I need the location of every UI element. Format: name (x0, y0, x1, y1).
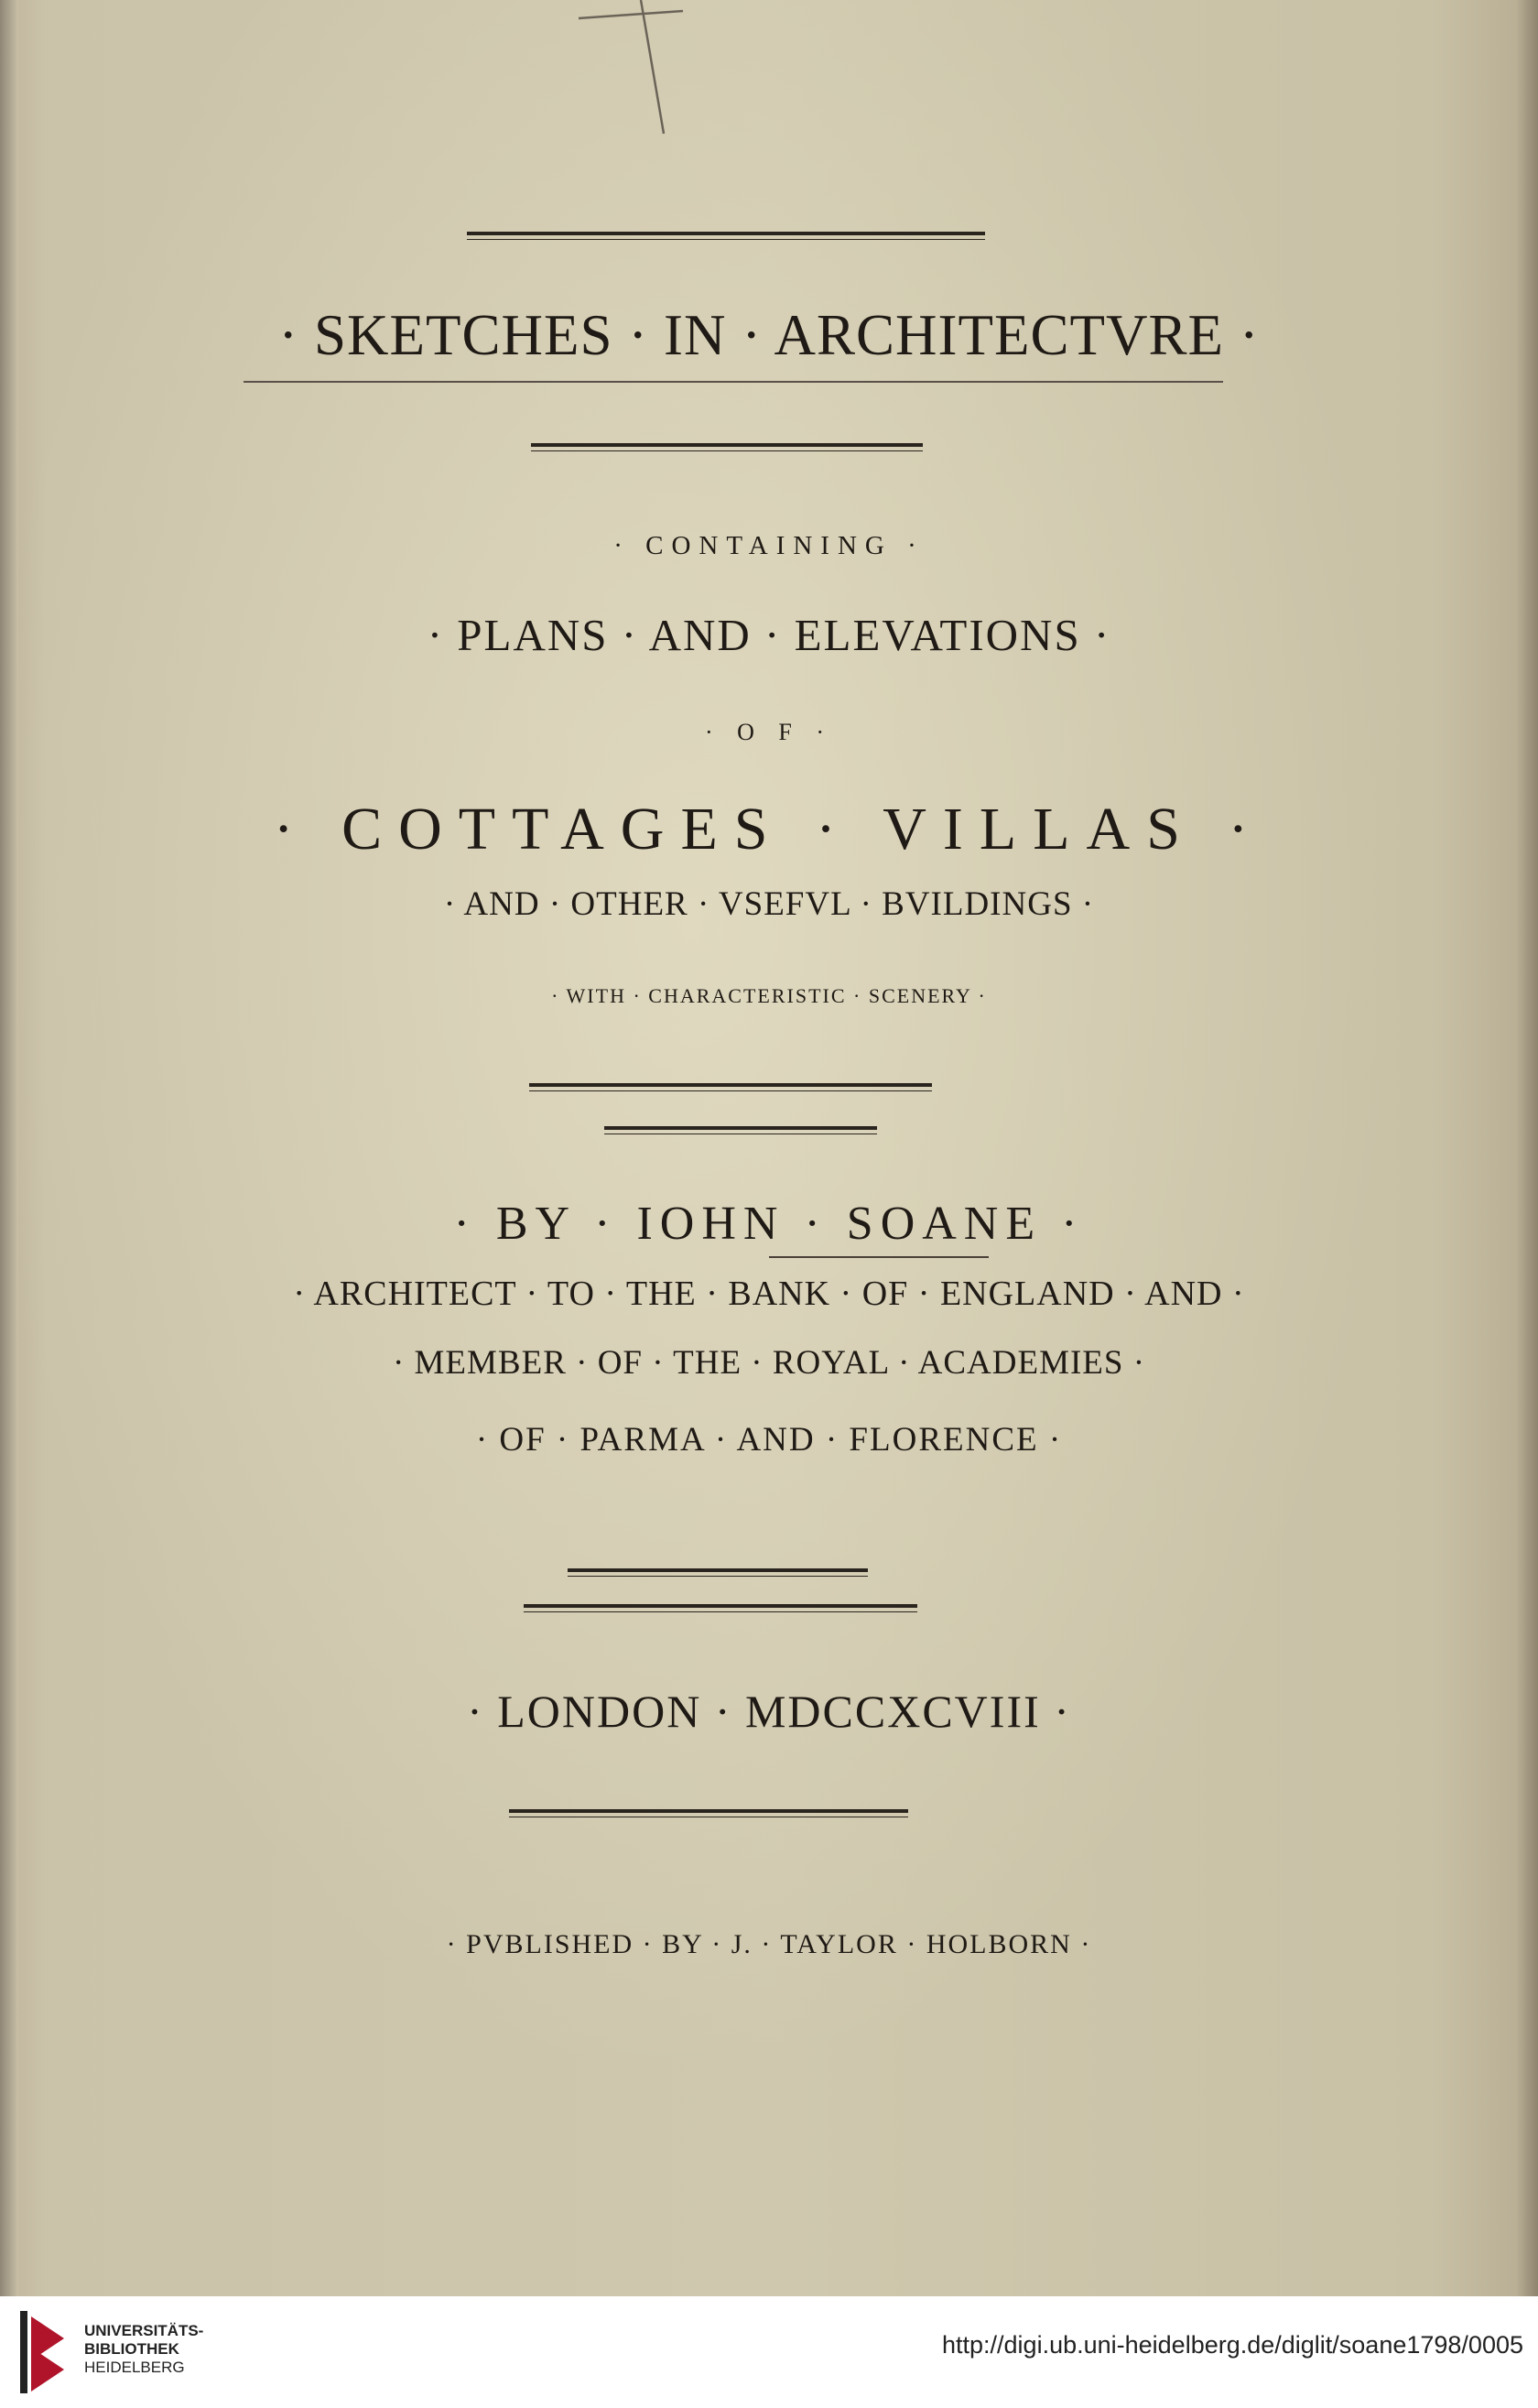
architect-line: · ARCHITECT · TO · THE · BANK · OF · ENGLAND · AND · (293, 1275, 1245, 1313)
library-footer (0, 2296, 1538, 2408)
rule-lower-2 (524, 1604, 917, 1612)
university-library-logo-icon (20, 2311, 68, 2393)
rule-top (467, 232, 985, 240)
plans-and-elevations-text: · PLANS · AND · ELEVATIONS · (427, 610, 1111, 660)
publisher-line: · PVBLISHED · BY · J. · TAYLOR · HOLBORN · (446, 1929, 1092, 1959)
of-text: · O F · (704, 719, 834, 745)
characteristic-scenery-text: · WITH · CHARACTERISTIC · SCENERY · (551, 984, 987, 1007)
author-underline (769, 1256, 989, 1258)
london-date-line: · LONDON · MDCCXCVIII · (467, 1686, 1071, 1737)
rule-mid-2 (604, 1126, 877, 1134)
author-line: · BY · IOHN · SOANE · (453, 1198, 1085, 1250)
member-line: · MEMBER · OF · THE · ROYAL · ACADEMIES · (392, 1344, 1146, 1382)
rule-mid-1 (529, 1083, 932, 1091)
permalink-url[interactable]: http://digi.ub.uni-heidelberg.de/diglit/soane1798/0005 (942, 2331, 1523, 2359)
logo-line-1: UNIVERSITÄTS- (84, 2322, 204, 2339)
pencil-cross-mark (577, 0, 687, 137)
logo-line-3: HEIDELBERG (84, 2359, 185, 2376)
library-logo-text (84, 2322, 203, 2377)
title-sketches-in-architecture: · SKETCHES · IN · ARCHITECTVRE · (278, 303, 1260, 367)
containing-text: · CONTAINING · (613, 531, 925, 560)
rule-lower-1 (568, 1568, 868, 1577)
other-useful-buildings-text: · AND · OTHER · VSEFVL · BVILDINGS · (443, 885, 1095, 923)
parma-florence-line: · OF · PARMA · AND · FLORENCE · (475, 1421, 1063, 1459)
logo-line-2: BIBLIOTHEK (84, 2340, 179, 2358)
rule-bottom (509, 1809, 908, 1817)
cottages-villas-text: · COTTAGES · VILLAS · (273, 796, 1265, 862)
rule-under-title (531, 443, 923, 451)
title-underline (244, 381, 1223, 383)
